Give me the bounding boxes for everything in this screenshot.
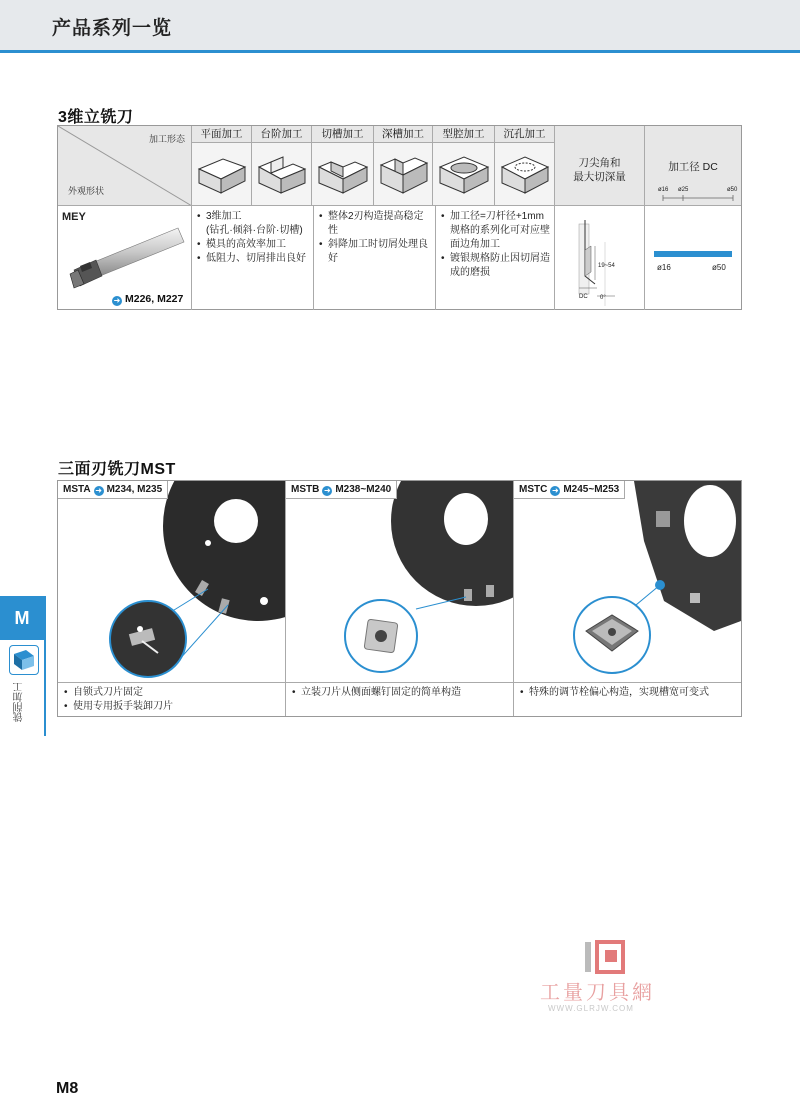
feature-text: • 使用专用扳手装卸刀片 (63, 700, 173, 714)
feature-text: • 镀银规格防止因切屑造成的磨损 (440, 252, 550, 280)
page-header (0, 0, 800, 50)
mstc-features (519, 686, 709, 700)
model-tag-mstb[interactable]: MSTB ➜ M238~M240 (286, 481, 397, 499)
counterbore-icon (495, 143, 555, 206)
table-corner-cell (58, 126, 192, 206)
feature-text: • 加工径=刀杆径+1mm规格的系列化可对应壁面边角加工 (440, 210, 550, 252)
header-divider (0, 50, 800, 53)
arrow-right-icon: ➜ (551, 486, 559, 495)
milling-category-icon (9, 645, 39, 675)
mstb-features (291, 686, 461, 700)
feature-text: (钻孔·倾斜·台阶·切槽) (206, 225, 303, 236)
op-label-slot: 切槽加工 (312, 126, 374, 143)
op-label-deep-slot: 深槽加工 (374, 126, 433, 143)
model-tag-msta[interactable]: MSTA ➜ M234, M235 (58, 481, 168, 499)
arrow-right-icon: ➜ (95, 486, 102, 495)
endmill-table (57, 125, 742, 310)
pocket-milling-icon (433, 143, 495, 206)
dc-min: ø16 (657, 263, 671, 272)
section-title-side-milling: 三面刃铣刀MST (58, 461, 176, 478)
shoulder-milling-icon (252, 143, 312, 206)
product-card-msta (58, 481, 286, 716)
side-tab-bar (44, 596, 46, 736)
dc-range-bar (654, 251, 732, 257)
arrow-right-icon: ➜ (323, 486, 331, 495)
product-card-mstb (286, 481, 514, 716)
features-col-1 (192, 206, 314, 310)
corner-label-shape: 外观形状 (68, 186, 105, 196)
mstc-image (514, 481, 741, 683)
side-tab-letter[interactable]: M (0, 596, 44, 640)
model-tag-mstc[interactable]: MSTC ➜ M245~M253 (514, 481, 625, 499)
features-col-3 (436, 206, 555, 310)
deep-slot-milling-icon (374, 143, 433, 206)
section-title-3d-endmill: 3维立铣刀 (58, 109, 134, 126)
header-corner-depth: 刀尖角和 最大切深量 (555, 126, 645, 206)
msta-image (58, 481, 285, 683)
feature-text: • 模具的高效率加工 (196, 238, 309, 252)
page-title: 产品系列一览 (52, 18, 173, 39)
dc-tick-25: ø25 (678, 187, 689, 193)
ref-mey[interactable]: ➜ M226, M227 (113, 293, 184, 305)
watermark-text: 工量刀具網 (540, 980, 655, 1004)
slot-milling-icon (312, 143, 374, 206)
endmill-image (60, 220, 190, 290)
feature-text: • 3维加工 (196, 210, 309, 224)
arrow-right-icon: ➜ (113, 296, 121, 305)
corner-label-operation: 加工形态 (148, 134, 185, 144)
op-label-shoulder: 台阶加工 (252, 126, 312, 143)
feature-text: • 特殊的调节栓偏心构造，实现槽宽可变式 (519, 686, 709, 700)
dc-max: ø50 (712, 263, 726, 272)
watermark-url: WWW.GLRJW.COM (548, 1004, 634, 1013)
features-col-2 (314, 206, 436, 310)
angle-label: 0° (600, 295, 606, 301)
model-name: MEY (62, 211, 86, 223)
face-milling-icon (192, 143, 252, 206)
feature-text: • 斜降加工时切屑处理良好 (318, 238, 431, 266)
watermark-logo-icon (583, 940, 627, 976)
op-label-counterbore: 沉孔加工 (495, 126, 555, 143)
side-tab-label: 铣削加工 (14, 682, 25, 722)
feature-text: • 低阻力、切屑排出良好 (196, 252, 309, 266)
dc-tick-50: ø50 (727, 187, 738, 193)
mstb-image (286, 481, 513, 683)
side-milling-table (57, 480, 742, 717)
dc-label: DC (579, 294, 588, 300)
feature-text: • 自锁式刀片固定 (63, 686, 173, 700)
page-number: M8 (56, 1080, 79, 1097)
depth-label: 19~54 (598, 263, 615, 269)
msta-features (63, 686, 173, 714)
op-label-pocket: 型腔加工 (433, 126, 495, 143)
tool-shape-cell (58, 206, 192, 310)
feature-text: • 立装刀片从侧面螺钉固定的简单构造 (291, 686, 461, 700)
corner-depth-cell (555, 206, 645, 310)
op-label-face: 平面加工 (192, 126, 252, 143)
feature-text: • 整体2刃构造提高稳定性 (318, 210, 431, 238)
product-card-mstc (514, 481, 741, 716)
dc-range-cell (645, 206, 741, 310)
dc-tick-16: ø16 (658, 187, 669, 193)
header-dc: 加工径 DC ø16 ø25 ø50 (645, 126, 741, 206)
